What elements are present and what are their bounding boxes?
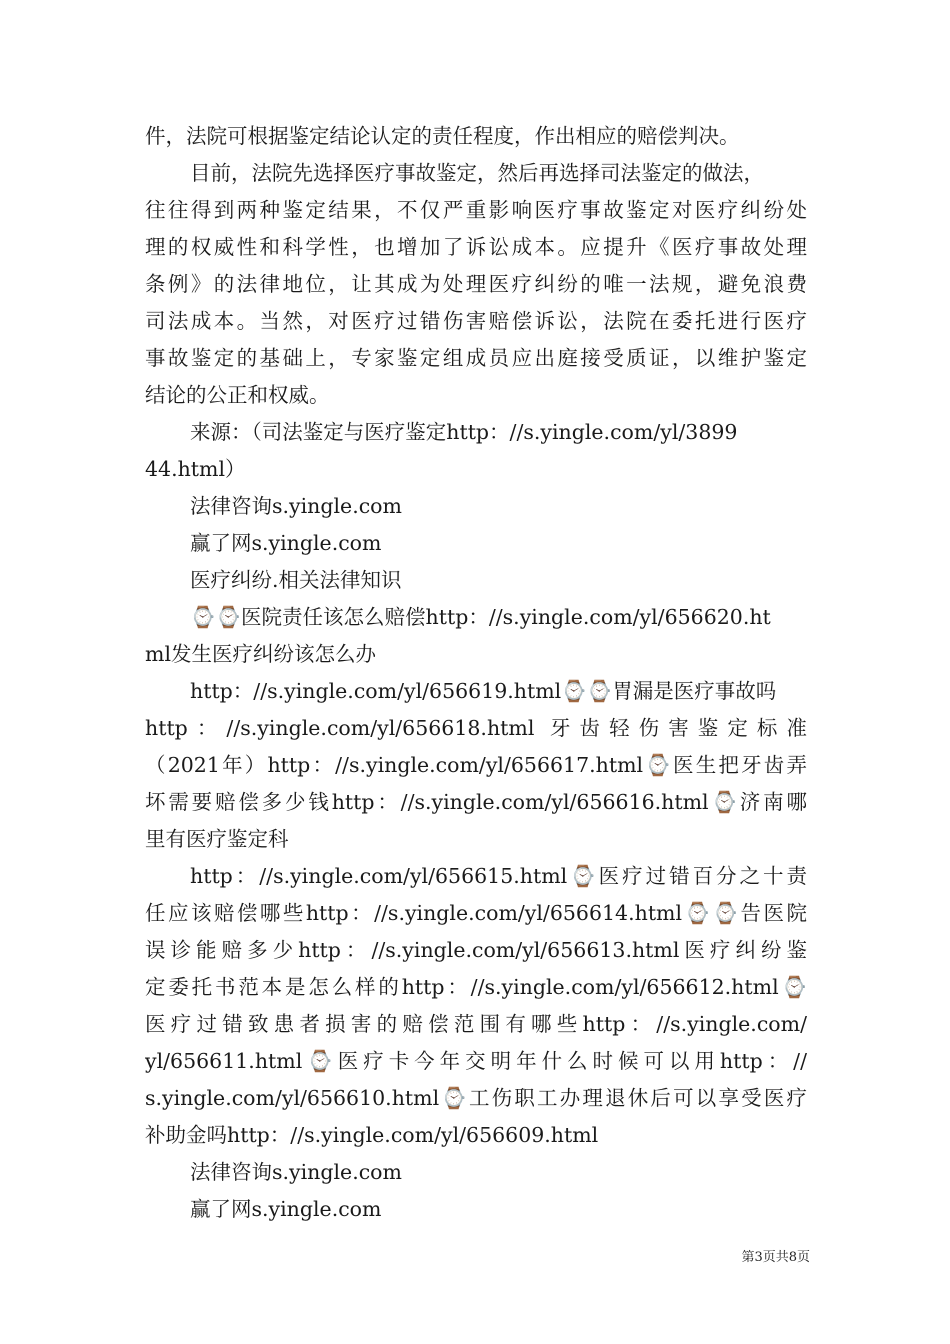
site-link-line: 法律咨询s.yingle.com	[190, 1160, 402, 1184]
site-link-line: 赢了网s.yingle.com	[190, 531, 382, 555]
related-links-line: 补助金吗http：//s.yingle.com/yl/656609.html	[145, 1123, 599, 1147]
related-links-line: 误诊能赔多少http：//s.yingle.com/yl/656613.html医疗纠纷鉴	[145, 938, 807, 962]
related-links-line: http：//s.yingle.com/yl/656619.html⌚⌚胃漏是医疗事故吗	[190, 679, 777, 703]
related-links-line: s.yingle.com/yl/656610.html⌚工伤职工办理退休后可以享受医疗	[145, 1086, 807, 1110]
paragraph-line: 理的权威性和科学性，也增加了诉讼成本。应提升《医疗事故处理	[145, 235, 807, 259]
related-links-line: 坏需要赔偿多少钱http：//s.yingle.com/yl/656616.html⌚济南哪	[145, 790, 807, 814]
related-links-line: ⌚⌚医院责任该怎么赔偿http：//s.yingle.com/yl/656620.ht	[190, 605, 771, 629]
related-links-line: （2021年）http：//s.yingle.com/yl/656617.html⌚医生把牙齿弄	[145, 753, 807, 777]
site-link-line: 赢了网s.yingle.com	[190, 1197, 382, 1221]
related-links-line: http：//s.yingle.com/yl/656615.html⌚医疗过错百分之十责	[190, 864, 807, 888]
paragraph-line: 条例》的法律地位，让其成为处理医疗纠纷的唯一法规，避免浪费	[145, 272, 807, 296]
paragraph-line: 件，法院可根据鉴定结论认定的责任程度，作出相应的赔偿判决。	[145, 124, 740, 148]
section-heading: 医疗纠纷.相关法律知识	[190, 568, 402, 592]
paragraph-line: 目前，法院先选择医疗事故鉴定，然后再选择司法鉴定的做法，	[190, 161, 764, 185]
site-link-line: 法律咨询s.yingle.com	[190, 494, 402, 518]
related-links-line: yl/656611.html⌚医疗卡今年交明年什么时候可以用http：//	[145, 1049, 807, 1073]
related-links-line: 里有医疗鉴定科	[145, 827, 289, 851]
page-number: 第3页共8页	[741, 1250, 810, 1265]
related-links-line: ml发生医疗纠纷该怎么办	[145, 642, 376, 666]
related-links-line: 定委托书范本是怎么样的http：//s.yingle.com/yl/656612.html⌚	[145, 975, 807, 999]
paragraph-line: 结论的公正和权威。	[145, 383, 330, 407]
source-line: 来源：（司法鉴定与医疗鉴定http：//s.yingle.com/yl/3899	[190, 420, 738, 444]
document-body	[145, 118, 807, 1228]
source-line: 44.html）	[145, 457, 246, 481]
related-links-line: 任应该赔偿哪些http：//s.yingle.com/yl/656614.html⌚⌚告医院	[145, 901, 807, 925]
related-links-line: 医疗过错致患者损害的赔偿范围有哪些http：//s.yingle.com/	[145, 1012, 807, 1036]
paragraph-line: 司法成本。当然，对医疗过错伤害赔偿诉讼，法院在委托进行医疗	[145, 309, 807, 333]
paragraph-line: 事故鉴定的基础上，专家鉴定组成员应出庭接受质证，以维护鉴定	[145, 346, 807, 370]
paragraph-line: 往往得到两种鉴定结果，不仅严重影响医疗事故鉴定对医疗纠纷处	[145, 198, 807, 222]
related-links-line: http：//s.yingle.com/yl/656618.html 牙齿轻伤害鉴定标准	[145, 716, 807, 740]
